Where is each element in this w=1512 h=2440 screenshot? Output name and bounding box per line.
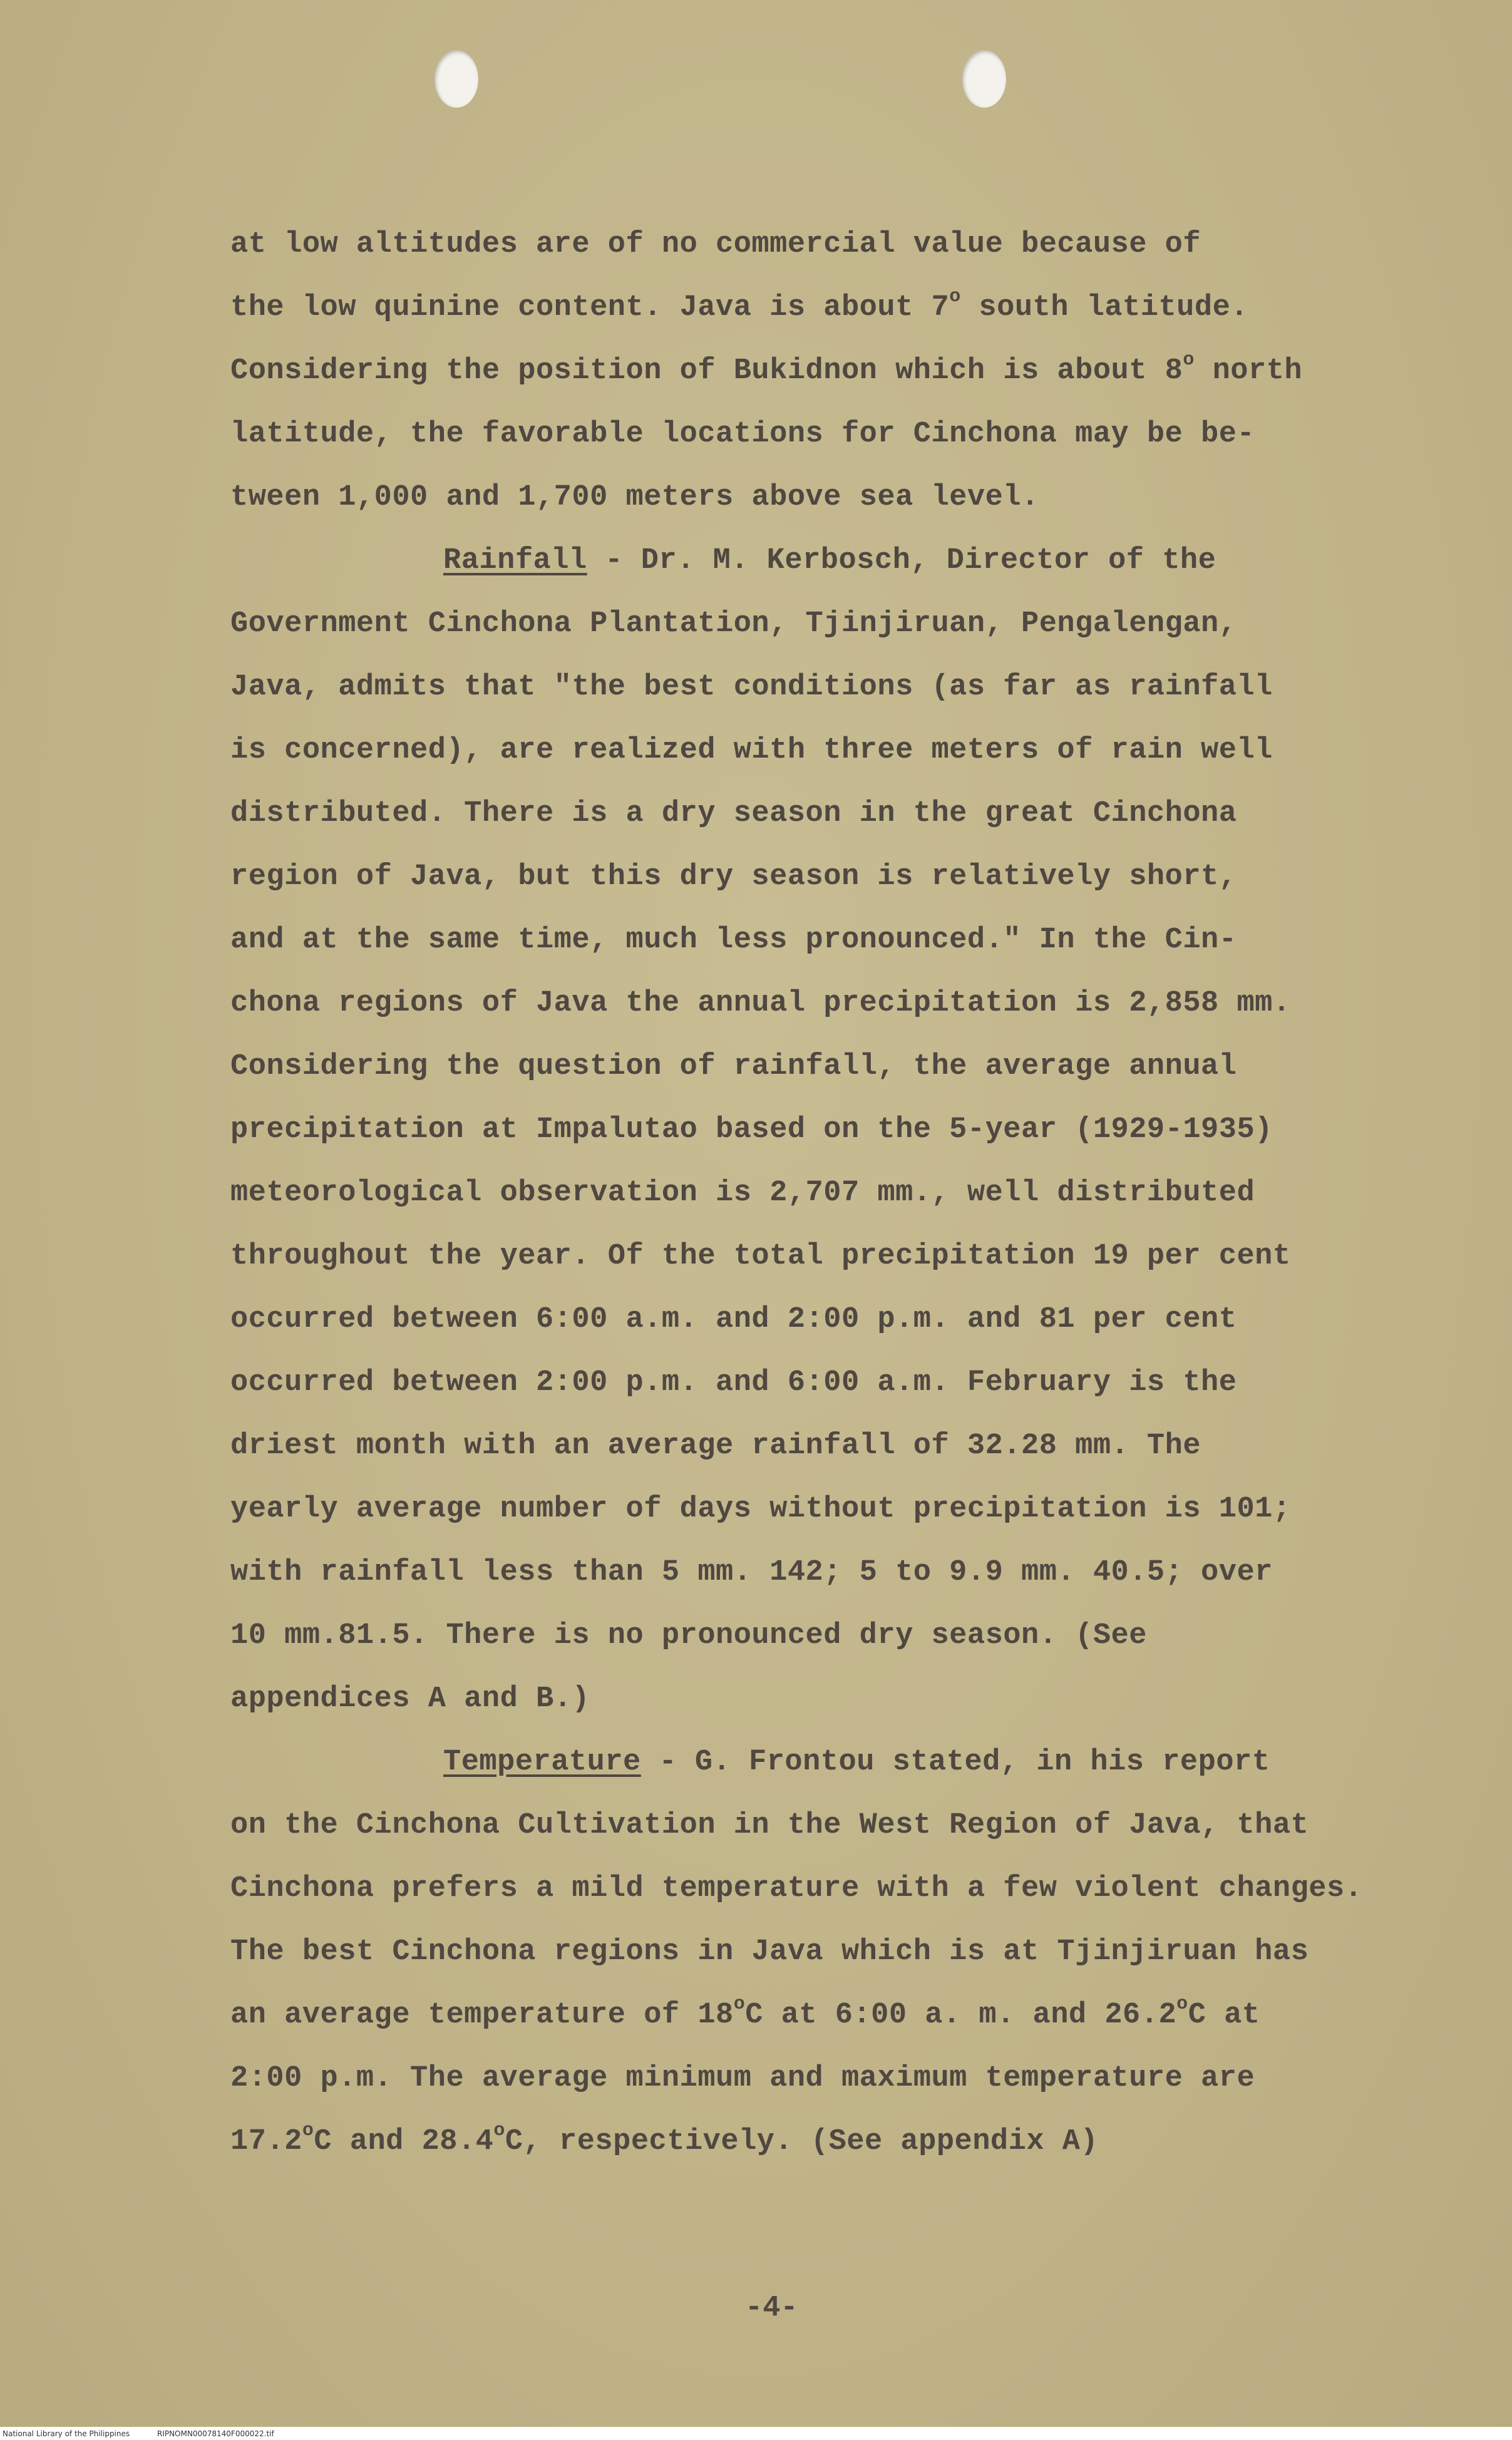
text-line: and at the same time, much less pronounced." In the Cin- (230, 924, 1237, 957)
degree-mark: o (1183, 349, 1195, 371)
text-line: chona regions of Java the annual precipitation is 2,858 mm. (230, 987, 1291, 1020)
degree-mark: o (302, 2120, 314, 2141)
text-line: Government Cinchona Plantation, Tjinjiruan, Pengalengan, (230, 607, 1237, 641)
text-line: 10 mm.81.5. There is no pronounced dry season. (See (230, 1619, 1147, 1652)
text-line: latitude, the favorable locations for Cinchona may be be- (230, 418, 1255, 451)
text-line: occurred between 6:00 a.m. and 2:00 p.m. and 81 per cent (230, 1303, 1237, 1336)
text-line: Temperature - G. Frontou stated, in his report (443, 1746, 1270, 1779)
text-line: precipitation at Impalutao based on the 5-year (1929-1935) (230, 1113, 1273, 1146)
degree-mark: o (1176, 1994, 1188, 2015)
page-number: -4- (745, 2292, 798, 2325)
footer-library: National Library of the Philippines (3, 2429, 130, 2438)
archive-footer (3, 2429, 299, 2438)
section-heading-rainfall: Rainfall (443, 544, 587, 577)
text-line: the low quinine content. Java is about 7$^o$ south latitude. (230, 286, 1248, 324)
text-line: The best Cinchona regions in Java which is at Tjinjiruan has (230, 1935, 1309, 1969)
text-line: tween 1,000 and 1,700 meters above sea level. (230, 481, 1039, 514)
text-line: distributed. There is a dry season in the great Cinchona (230, 797, 1237, 830)
footer-file-id: RIPNOMN00078140F000022.tif (157, 2429, 274, 2438)
text-line: an average temperature of 18$^o$C at 6:00 a. m. and 26.2$^o$C at (230, 1994, 1260, 2032)
degree-mark: o (733, 1994, 746, 2015)
text-line: 2:00 p.m. The average minimum and maximum temperature are (230, 2062, 1255, 2095)
text-line: Rainfall - Dr. M. Kerbosch, Director of the (443, 544, 1216, 577)
text-line: at low altitudes are of no commercial value because of (230, 228, 1201, 261)
punch-hole-left (435, 50, 478, 108)
section-heading-temperature: Temperature (443, 1746, 641, 1779)
text-line: on the Cinchona Cultivation in the West Region of Java, that (230, 1809, 1309, 1842)
text-line: 17.2$^o$C and 28.4$^o$C, respectively. (See appendix A) (230, 2120, 1099, 2158)
degree-mark: o (949, 286, 961, 307)
text-line: Java, admits that "the best conditions (as far as rainfall (230, 671, 1273, 704)
text-line: region of Java, but this dry season is relatively short, (230, 860, 1237, 893)
text-line: driest month with an average rainfall of 32.28 mm. The (230, 1429, 1201, 1463)
text-line: Cinchona prefers a mild temperature with a few violent changes. (230, 1872, 1363, 1905)
text-line: Considering the position of Bukidnon which is about 8$^o$ north (230, 349, 1303, 388)
text-line: appendices A and B.) (230, 1682, 590, 1716)
text-line: yearly average number of days without precipitation is 101; (230, 1493, 1291, 1526)
text-line: with rainfall less than 5 mm. 142; 5 to 9.9 mm. 40.5; over (230, 1556, 1273, 1589)
text-line: is concerned), are realized with three meters of rain well (230, 734, 1273, 767)
text-line: occurred between 2:00 p.m. and 6:00 a.m. February is the (230, 1366, 1237, 1399)
document-body (230, 213, 1420, 2173)
text-line: throughout the year. Of the total precipitation 19 per cent (230, 1240, 1291, 1273)
punch-hole-right (962, 50, 1006, 108)
text-line: Considering the question of rainfall, the average annual (230, 1050, 1237, 1083)
text-line: meteorological observation is 2,707 mm., well distributed (230, 1176, 1255, 1210)
degree-mark: o (493, 2120, 505, 2141)
